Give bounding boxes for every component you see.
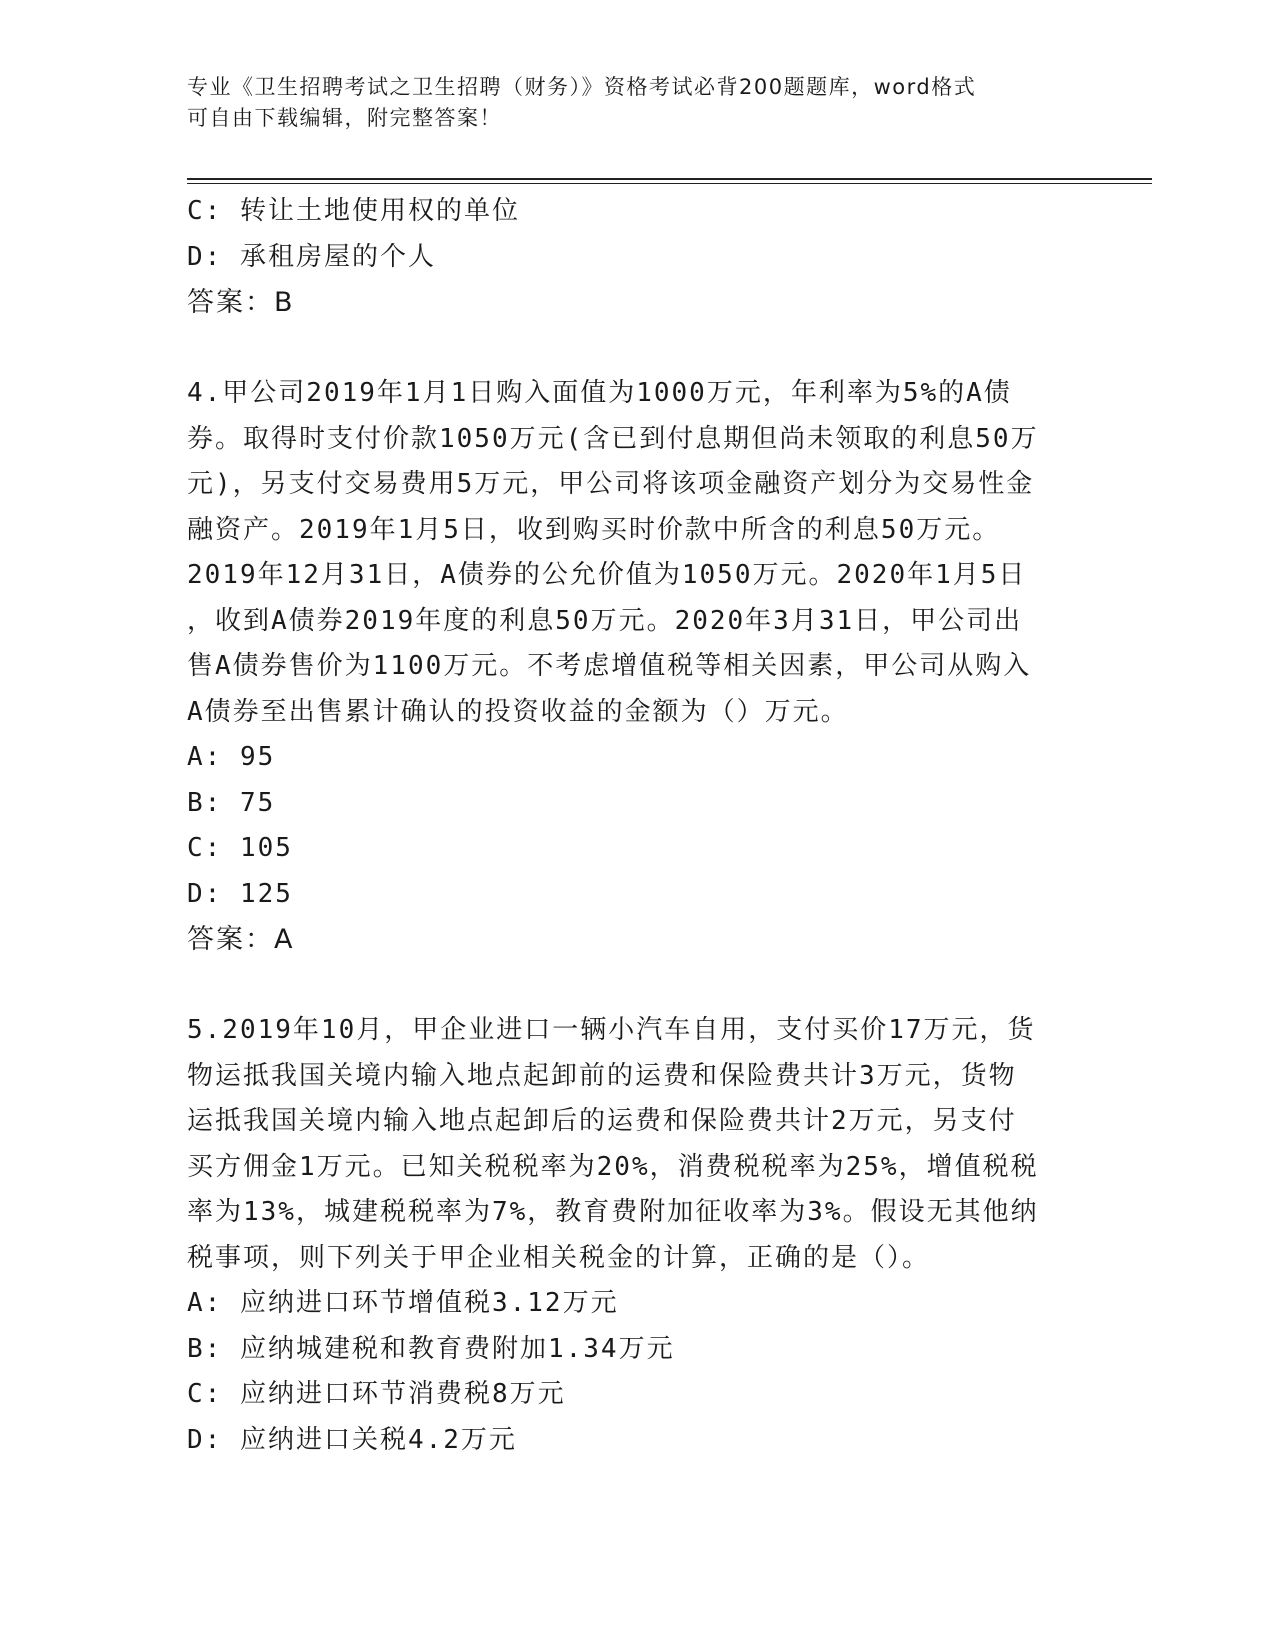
option-a: A: 应纳进口环节增值税3.12万元 xyxy=(187,1288,619,1318)
header-divider-thin xyxy=(187,183,1152,184)
question-text-line: ，收到A债券2019年度的利息50万元。2020年3月31日，甲公司出 xyxy=(187,605,1023,636)
question-text-line: 运抵我国关境内输入地点起卸后的运费和保险费共计2万元，另支付 xyxy=(187,1106,1017,1136)
question-3-tail xyxy=(187,189,1087,326)
question-text-line: 5.2019年10月，甲企业进口一辆小汽车自用，支付买价17万元，货 xyxy=(187,1015,1036,1045)
question-4 xyxy=(187,371,1087,963)
header-line-1: 专业《卫生招聘考试之卫生招聘（财务）》资格考试必背200题题库，word格式 xyxy=(187,75,977,99)
header-divider-thick xyxy=(187,178,1152,180)
question-text-line: 买方佣金1万元。已知关税税率为20%，消费税税率为25%，增值税税 xyxy=(187,1151,1039,1182)
spacer xyxy=(187,326,1087,372)
option-d: D: 应纳进口关税4.2万元 xyxy=(187,1424,517,1455)
header-line-2: 可自由下载编辑，附完整答案！ xyxy=(187,106,502,130)
question-text-line: 券。取得时支付价款1050万元(含已到付息期但尚未领取的利息50万 xyxy=(187,423,1039,454)
question-text-line: 融资产。2019年1月5日，收到购买时价款中所含的利息50万元。 xyxy=(187,514,1001,545)
option-c: C: 105 xyxy=(187,833,293,863)
option-d: D: 125 xyxy=(187,878,293,909)
option-a: A: 95 xyxy=(187,742,276,772)
option-c: C: 转让土地使用权的单位 xyxy=(187,196,520,226)
question-text-line: 税事项，则下列关于甲企业相关税金的计算，正确的是（）。 xyxy=(187,1242,931,1273)
spacer xyxy=(187,963,1087,1009)
question-text-line: 2019年12月31日，A债券的公允价值为1050万元。2020年1月5日 xyxy=(187,560,1027,590)
question-text-line: 元)，另支付交易费用5万元，甲公司将该项金融资产划分为交易性金 xyxy=(187,469,1035,499)
question-text-line: A债券至出售累计确认的投资收益的金额为（）万元。 xyxy=(187,696,849,727)
option-d: D: 承租房屋的个人 xyxy=(187,241,436,272)
question-text-line: 率为13%，城建税税率为7%，教育费附加征收率为3%。假设无其他纳 xyxy=(187,1197,1039,1227)
option-b: B: 75 xyxy=(187,787,276,818)
question-text-line: 物运抵我国关境内输入地点起卸前的运费和保险费共计3万元，货物 xyxy=(187,1060,1017,1091)
question-5 xyxy=(187,1008,1087,1463)
question-text-line: 4.甲公司2019年1月1日购入面值为1000万元，年利率为5%的A债 xyxy=(187,378,1012,408)
answer: 答案：B xyxy=(187,287,295,318)
answer: 答案：A xyxy=(187,924,295,955)
document-header xyxy=(187,72,1067,134)
document-body xyxy=(187,189,1087,1463)
question-text-line: 售A债券售价为1100万元。不考虑增值税等相关因素，甲公司从购入 xyxy=(187,651,1032,681)
option-c: C: 应纳进口环节消费税8万元 xyxy=(187,1379,566,1409)
option-b: B: 应纳城建税和教育费附加1.34万元 xyxy=(187,1333,675,1364)
